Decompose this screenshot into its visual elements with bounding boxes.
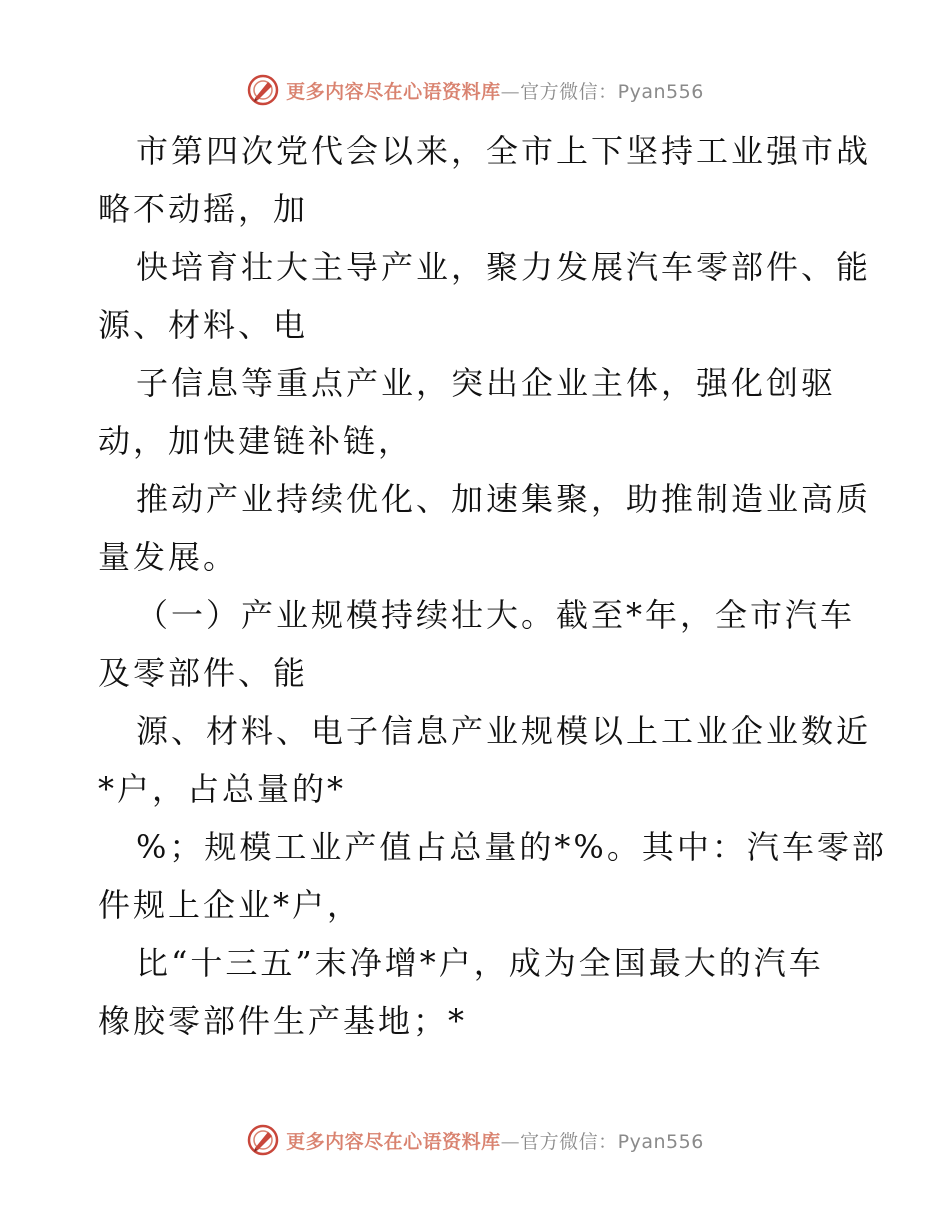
body-text-line: 量发展。 bbox=[98, 538, 239, 576]
body-text-line: 源、材料、电 bbox=[98, 306, 309, 344]
header-banner-text bbox=[286, 77, 704, 104]
header-separator: — bbox=[500, 80, 521, 103]
body-text-line: 快培育壮大主导产业，聚力发展汽车零部件、能 bbox=[136, 248, 872, 286]
header-brand-text: 更多内容尽在心语资料库 bbox=[286, 80, 501, 103]
body-text-line: 子信息等重点产业，突出企业主体，强化创驱 bbox=[136, 364, 837, 402]
header-contact-text: 官方微信：Pyan556 bbox=[520, 80, 704, 103]
body-text-line: *户，占总量的* bbox=[98, 770, 347, 808]
body-text-line: 推动产业持续优化、加速集聚，助推制造业高质 bbox=[136, 480, 872, 518]
footer-separator: — bbox=[500, 1130, 521, 1153]
footer-banner bbox=[0, 1120, 950, 1160]
footer-contact-text: 官方微信：Pyan556 bbox=[520, 1130, 704, 1153]
body-text-line: 市第四次党代会以来，全市上下坚持工业强市战 bbox=[136, 132, 872, 170]
footer-brand-text: 更多内容尽在心语资料库 bbox=[286, 1130, 501, 1153]
body-text-line: 橡胶零部件生产基地；* bbox=[98, 1002, 468, 1040]
header-banner bbox=[0, 70, 950, 110]
footer-banner-text bbox=[286, 1127, 704, 1154]
body-text-line: 动，加快建链补链， bbox=[98, 422, 414, 460]
body-text-line: 略不动摇，加 bbox=[98, 190, 309, 228]
body-text-line: （一）产业规模持续壮大。截至*年，全市汽车 bbox=[136, 596, 856, 634]
document-body bbox=[98, 122, 887, 1050]
body-text-line: 件规上企业*户， bbox=[98, 886, 363, 924]
body-text-line: %；规模工业产值占总量的*%。其中：汽车零部 bbox=[136, 828, 887, 866]
body-text-line: 比“十三五”末净增*户，成为全国最大的汽车 bbox=[136, 944, 824, 982]
body-text-line: 及零部件、能 bbox=[98, 654, 309, 692]
pen-nib-logo-icon bbox=[246, 1123, 280, 1157]
body-text-line: 源、材料、电子信息产业规模以上工业企业数近 bbox=[136, 712, 872, 750]
pen-nib-logo-icon bbox=[246, 73, 280, 107]
